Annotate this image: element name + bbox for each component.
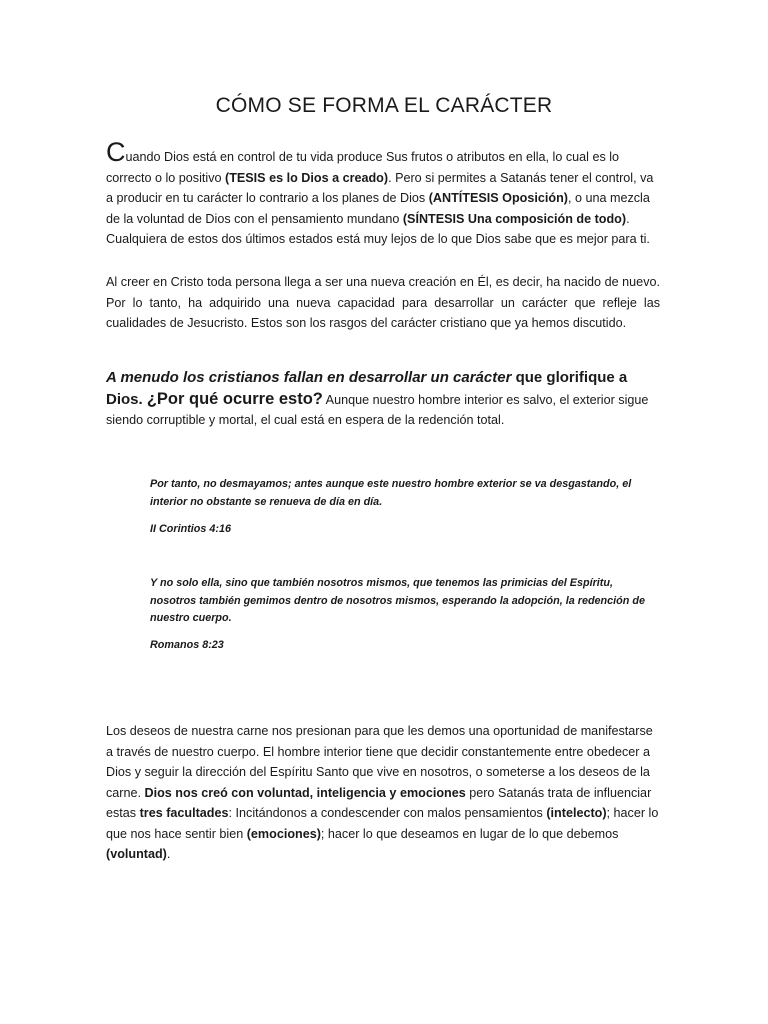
paragraph-new-creation: Al creer en Cristo toda persona llega a ser una nueva creación en Él, es decir, ha nacido de nuevo. Por lo tanto, ha adquirido una nueva capacidad para desarrollar un carácter que refleje las cualidades de Jesucristo. Estos son los rasgos del carácter cristiano que ya hemos discutido.	[106, 275, 660, 330]
scripture-reference: Romanos 8:23	[150, 639, 224, 651]
scripture-quote: Por tanto, no desmayamos; antes aunque este nuestro hombre exterior se va desgastando, el interior no obstante se renueva de día en día.	[150, 478, 632, 508]
bold-text: (TESIS es lo Dios a creado)	[225, 170, 389, 185]
bold-text: Dios nos creó con voluntad, inteligencia y emociones	[144, 785, 466, 800]
paragraph-text: Aunque nuestro hombre interior es salvo, el exterior sigue siendo corruptible y mortal, el cual está en espera de la redención total.	[106, 392, 649, 427]
question-text: ¿Por qué ocurre esto?	[146, 389, 323, 408]
paragraph-text: . Cualquiera de estos dos últimos estados está muy lejos de lo que Dios sabe que es mejor para ti.	[106, 211, 650, 246]
paragraph-flesh-desires	[106, 721, 660, 865]
paragraph-text: Los deseos de nuestra carne nos presionan para que les demos una oportunidad de manifestarse a través de nuestro cuerpo. El hombre interior tiene que decidir constantemente entre obedecer a Dios y seguir la dirección del Espíritu Santo que vive en nosotros, o someterse a los deseos de la carne.	[106, 724, 653, 800]
paragraph-text: .	[166, 847, 171, 861]
bold-text: tres facultades	[139, 806, 229, 820]
paragraph-intro	[106, 137, 660, 250]
paragraph-text: pero Satanás trata de influenciar estas	[106, 785, 652, 820]
scripture-reference: II Corintios 4:16	[150, 523, 231, 535]
bold-text: (intelecto)	[546, 806, 607, 820]
paragraph-text: . Pero si permites a Satanás tener el control, va a producir en tu carácter lo contrario a los planes de Dios	[106, 170, 654, 205]
paragraph-text: ; hacer lo que deseamos en lugar de lo que debemos	[320, 826, 619, 841]
bold-text: (voluntad)	[106, 847, 167, 861]
bold-text: (ANTÍTESIS Oposición)	[428, 191, 568, 205]
paragraph-text: ; hacer lo que nos hace sentir bien	[106, 806, 659, 841]
paragraph-text: uando Dios está en control de tu vida produce Sus frutos o atributos en ella, lo cual es lo correcto o lo positivo	[106, 150, 620, 185]
bold-text: (emociones)	[246, 826, 321, 841]
paragraph-text: : Incitándonos a condescender con malos pensamientos	[228, 806, 547, 820]
paragraph-text: , o una mezcla de la voluntad de Dios con el pensamiento mundano	[106, 191, 650, 226]
paragraph-question	[106, 368, 660, 431]
drop-cap: C	[106, 137, 126, 167]
scripture-quote: Y no solo ella, sino que también nosotros mismos, que tenemos las primicias del Espíritu, nosotros también gemimos dentro de nosotros mismos, esperando la adopción, la redención de nuestro cuerpo.	[150, 577, 645, 624]
bold-text: (SÍNTESIS Una composición de todo)	[402, 211, 627, 226]
page-title: CÓMO SE FORMA EL CARÁCTER	[215, 94, 553, 117]
lead-italic-text: A menudo los cristianos fallan en desarrollar un carácter que glorifique a Dios.	[106, 369, 628, 408]
